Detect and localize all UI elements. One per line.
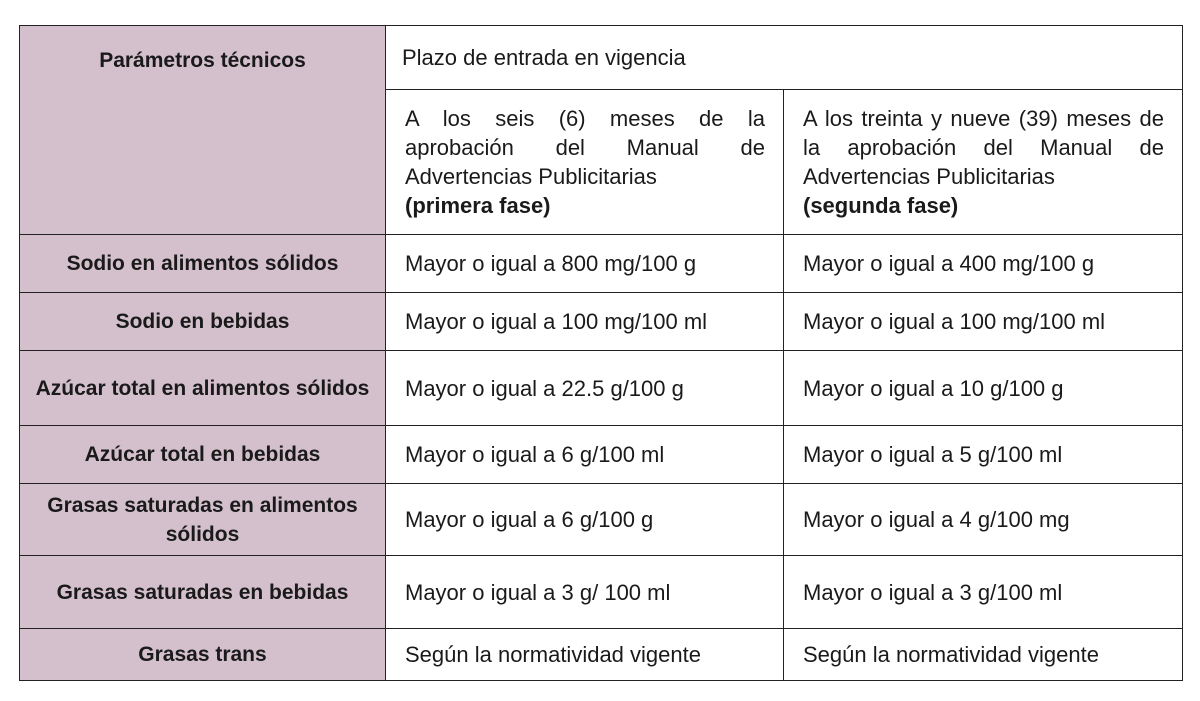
- param-cell: Grasas saturadas en alimentos sólidos: [20, 484, 386, 556]
- phase1-value-cell: Mayor o igual a 22.5 g/100 g: [386, 351, 784, 426]
- phase1-value-cell: Mayor o igual a 6 g/100 g: [386, 484, 784, 556]
- phase2-value-cell: Mayor o igual a 5 g/100 ml: [784, 426, 1183, 484]
- phase2-value-cell: Mayor o igual a 400 mg/100 g: [784, 235, 1183, 293]
- phase2-value-cell: Mayor o igual a 100 mg/100 ml: [784, 293, 1183, 351]
- plazo-header-cell: Plazo de entrada en vigencia: [386, 26, 1183, 90]
- param-cell: Sodio en bebidas: [20, 293, 386, 351]
- phase1-header-cell: [386, 90, 784, 235]
- phase2-header-cell: [784, 90, 1183, 235]
- phase1-bold-label: (primera fase): [405, 193, 551, 218]
- table-row: [20, 235, 1183, 293]
- phase1-value-cell: Según la normatividad vigente: [386, 629, 784, 681]
- table-row: [20, 351, 1183, 426]
- param-cell: Azúcar total en bebidas: [20, 426, 386, 484]
- phase1-value-cell: Mayor o igual a 100 mg/100 ml: [386, 293, 784, 351]
- phase1-value-cell: Mayor o igual a 3 g/ 100 ml: [386, 556, 784, 629]
- param-header-cell: Parámetros técnicos: [20, 26, 386, 235]
- phase2-value-cell: Mayor o igual a 4 g/100 mg: [784, 484, 1183, 556]
- phase1-value-cell: Mayor o igual a 800 mg/100 g: [386, 235, 784, 293]
- phase1-value-cell: Mayor o igual a 6 g/100 ml: [386, 426, 784, 484]
- phase2-value-cell: Según la normatividad vigente: [784, 629, 1183, 681]
- table-row: [20, 426, 1183, 484]
- table-row: [20, 629, 1183, 681]
- phase1-text: A los seis (6) meses de la aprobación del Manual de Advertencias Publicitarias: [405, 106, 765, 189]
- param-cell: Azúcar total en alimentos sólidos: [20, 351, 386, 426]
- param-cell: Sodio en alimentos sólidos: [20, 235, 386, 293]
- document-page: [19, 25, 1182, 681]
- table-row: [20, 293, 1183, 351]
- header-row-plazo: [20, 26, 1183, 90]
- phase2-value-cell: Mayor o igual a 10 g/100 g: [784, 351, 1183, 426]
- parameters-table: [19, 25, 1183, 681]
- table-row: [20, 556, 1183, 629]
- table-row: [20, 484, 1183, 556]
- phase2-value-cell: Mayor o igual a 3 g/100 ml: [784, 556, 1183, 629]
- phase2-bold-label: (segunda fase): [803, 193, 959, 218]
- param-cell: Grasas trans: [20, 629, 386, 681]
- phase2-text: A los treinta y nueve (39) meses de la aprobación del Manual de Advertencias Publicitarias: [803, 106, 1165, 189]
- param-cell: Grasas saturadas en bebidas: [20, 556, 386, 629]
